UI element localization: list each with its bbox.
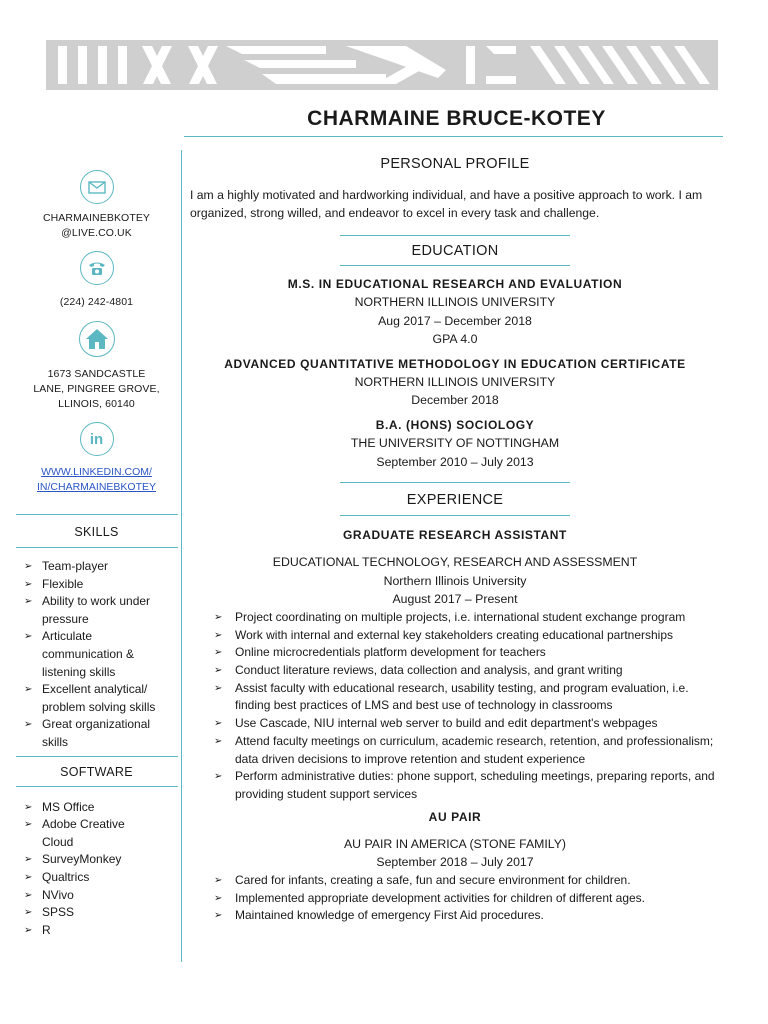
software-list bbox=[14, 799, 144, 940]
linkedin-icon bbox=[80, 422, 114, 456]
school-name: NORTHERN ILLINOIS UNIVERSITY bbox=[354, 374, 556, 389]
skills-divider-top bbox=[16, 514, 178, 515]
profile-title: PERSONAL PROFILE bbox=[380, 156, 530, 172]
education-divider-bottom bbox=[340, 265, 570, 266]
address-line-3: LLINOIS, 60140 bbox=[58, 398, 135, 410]
education-dates: December 2018 bbox=[411, 393, 499, 408]
email-line-2: @LIVE.CO.UK bbox=[61, 227, 132, 239]
address-line-1: 1673 SANDCASTLE bbox=[47, 368, 146, 380]
email-icon bbox=[80, 170, 114, 204]
list-item: ➢ Cared for infants, creating a safe, fun and secure environment for children. bbox=[214, 872, 722, 890]
experience-divider-top bbox=[340, 482, 570, 483]
job-duties bbox=[188, 609, 722, 804]
decorative-banner bbox=[46, 40, 718, 90]
list-item bbox=[24, 716, 179, 751]
school-name: THE UNIVERSITY OF NOTTINGHAM bbox=[350, 435, 560, 450]
skill-line: Great organizational bbox=[42, 717, 151, 732]
linkedin-url-line-1[interactable]: WWW.LINKEDIN.COM/ bbox=[41, 466, 152, 478]
list-item: ➢ R bbox=[24, 922, 144, 940]
job-role: GRADUATE RESEARCH ASSISTANT bbox=[343, 528, 567, 543]
education-entry bbox=[188, 416, 722, 471]
home-address bbox=[14, 367, 179, 412]
skills-list bbox=[14, 558, 179, 752]
skill-line: Ability to work under bbox=[42, 594, 151, 609]
list-item: ➢ Use Cascade, NIU internal web server to build and edit department's webpages bbox=[214, 715, 722, 733]
education-dates: September 2010 – July 2013 bbox=[376, 454, 534, 469]
education-entry bbox=[188, 355, 722, 410]
education-dates: Aug 2017 – December 2018 bbox=[378, 313, 532, 328]
degree-title: B.A. (HONS) SOCIOLOGY bbox=[375, 417, 535, 432]
linkedin-icon-label: in bbox=[89, 430, 104, 448]
profile-text: I am a highly motivated and hardworking individual, and have a positive approach to work. I am organized, strong willed, and endeavor to excel in every task and challenge. bbox=[190, 188, 703, 220]
list-item: ➢ Assist faculty with educational research, usability testing, and program evaluation, i.e. finding best practices of LMS and best use of technology in classrooms bbox=[214, 680, 722, 715]
software-title: SOFTWARE bbox=[60, 764, 133, 779]
phone-icon bbox=[80, 251, 114, 285]
software-divider-bottom bbox=[16, 786, 178, 787]
education-entry bbox=[188, 275, 722, 349]
list-item: ➢ NVivo bbox=[24, 887, 144, 905]
list-item: ➢ Maintained knowledge of emergency First Aid procedures. bbox=[214, 907, 722, 925]
experience-title: EXPERIENCE bbox=[406, 492, 504, 509]
list-item: ➢ SPSS bbox=[24, 904, 144, 922]
column-divider bbox=[181, 150, 182, 962]
list-item: ➢ Project coordinating on multiple projects, i.e. international student exchange program bbox=[214, 609, 722, 627]
list-item: ➢ MS Office bbox=[24, 799, 144, 817]
job-role: AU PAIR bbox=[428, 809, 482, 824]
skill-line: Excellent analytical/ bbox=[42, 682, 148, 697]
linkedin-url[interactable] bbox=[14, 465, 179, 495]
email-line-1: CHARMAINEBKOTEY bbox=[42, 212, 151, 224]
list-item bbox=[24, 681, 179, 716]
experience-divider-bottom bbox=[340, 515, 570, 516]
job-dates: September 2018 – July 2017 bbox=[376, 855, 534, 870]
main-content bbox=[188, 150, 722, 925]
list-item bbox=[24, 593, 179, 628]
linkedin-url-line-2[interactable]: IN/CHARMAINEBKOTEY bbox=[36, 481, 157, 493]
job-dates: August 2017 – Present bbox=[392, 592, 518, 607]
list-item: ➢ Flexible bbox=[24, 576, 179, 594]
phone-number: (224) 242-4801 bbox=[59, 296, 134, 308]
job-entry bbox=[188, 526, 722, 804]
degree-title: ADVANCED QUANTITATIVE METHODOLOGY IN EDUCATION CERTIFICATE bbox=[224, 356, 686, 371]
school-name: NORTHERN ILLINOIS UNIVERSITY bbox=[354, 295, 556, 309]
skill-line: skills bbox=[42, 734, 68, 749]
list-item: ➢ SurveyMonkey bbox=[24, 851, 144, 869]
job-entry bbox=[188, 808, 722, 925]
job-place: Northern Illinois University bbox=[383, 573, 527, 588]
degree-title: M.S. IN EDUCATIONAL RESEARCH AND EVALUATION bbox=[287, 277, 623, 291]
address-line-2: LANE, PINGREE GROVE, bbox=[33, 383, 160, 395]
list-item bbox=[24, 628, 179, 681]
sidebar bbox=[14, 170, 179, 939]
skill-line: problem solving skills bbox=[42, 699, 156, 714]
candidate-name: CHARMAINE BRUCE-KOTEY bbox=[307, 107, 606, 130]
education-divider-top bbox=[340, 235, 570, 236]
skill-line: communication & bbox=[42, 646, 135, 661]
job-org: EDUCATIONAL TECHNOLOGY, RESEARCH AND ASSESSMENT bbox=[272, 555, 638, 570]
list-item: ➢ Conduct literature reviews, data collection and analysis, and grant writing bbox=[214, 662, 722, 680]
education-title: EDUCATION bbox=[411, 243, 499, 259]
skills-title: SKILLS bbox=[74, 525, 119, 539]
gpa: GPA 4.0 bbox=[432, 332, 478, 347]
skill-line: listening skills bbox=[42, 664, 116, 679]
skills-divider-bottom bbox=[16, 547, 178, 548]
list-item: ➢ Team-player bbox=[24, 558, 179, 576]
email-address bbox=[14, 211, 179, 241]
skill-line: pressure bbox=[42, 611, 89, 626]
header-divider bbox=[184, 136, 723, 137]
list-item: ➢ Qualtrics bbox=[24, 869, 144, 887]
list-item: ➢ Adobe Creative Cloud bbox=[24, 816, 144, 851]
list-item: ➢ Implemented appropriate development activities for children of different ages. bbox=[214, 890, 722, 908]
job-duties bbox=[188, 872, 722, 925]
list-item: ➢ Attend faculty meetings on curriculum, academic research, retention, and professionalism; data driven decisions to improve retention and student experience bbox=[214, 733, 722, 768]
skill-line: Articulate bbox=[42, 629, 93, 644]
software-divider-top bbox=[16, 756, 178, 757]
list-item: ➢ Online microcredentials platform development for teachers bbox=[214, 644, 722, 662]
job-org: AU PAIR IN AMERICA (STONE FAMILY) bbox=[343, 836, 567, 851]
list-item: ➢ Perform administrative duties: phone support, scheduling meetings, preparing reports, and providing student support services bbox=[214, 768, 722, 803]
list-item: ➢ Work with internal and external key stakeholders creating educational partnerships bbox=[214, 627, 722, 645]
home-icon bbox=[79, 321, 115, 357]
